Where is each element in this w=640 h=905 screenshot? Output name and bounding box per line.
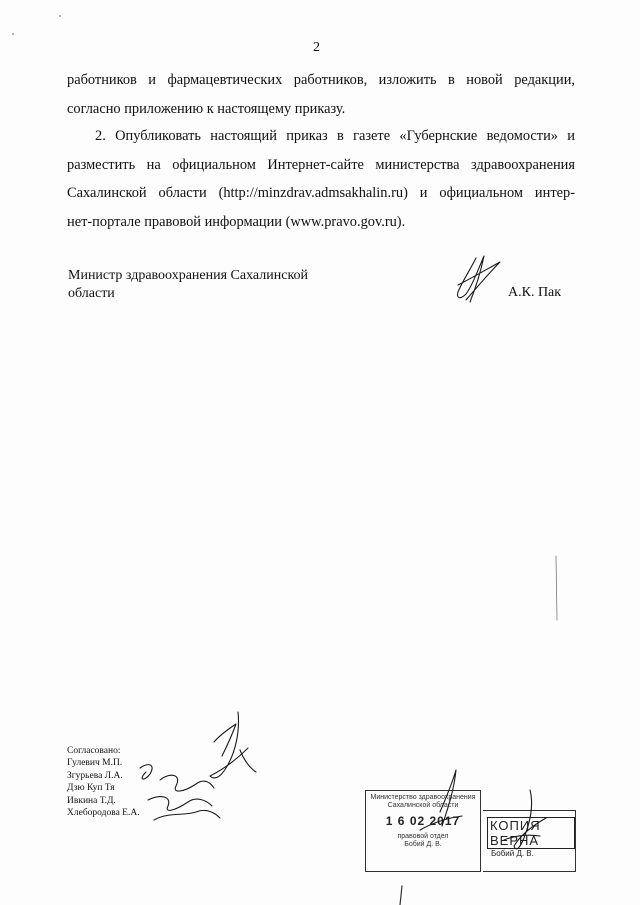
text-line: Сахалинской области (http://minzdrav.admsakhalin.ru) и официальном интер- [67, 185, 575, 201]
copy-certified-label: КОПИЯ ВЕРНА [487, 817, 575, 849]
stamp-department: правовой отдел [397, 833, 449, 840]
margin-stroke [556, 556, 557, 620]
text-line: разместить на официальном Интернет-сайте министерства здравоохранения [67, 156, 575, 173]
approver-name: Дзю Куп Тя [67, 783, 115, 794]
stamp-date: 1 6 02 2017 [385, 814, 461, 828]
text-line: согласно приложению к настоящему приказу. [67, 100, 346, 117]
approval-initials [148, 797, 220, 820]
approver-name: Гулевич М.П. [67, 758, 123, 769]
stamp-clerk-name: Бобий Д. В. [404, 841, 442, 848]
approval-signature [210, 712, 256, 778]
signer-name: А.К. Пак [508, 285, 562, 300]
minister-signature [457, 256, 500, 302]
bottom-stroke [400, 886, 402, 905]
registry-signature [420, 770, 462, 830]
approval-initials [140, 765, 214, 791]
text-line: работников и фармацевтических работников, изложить в новой редакции, [67, 72, 575, 88]
page-number: 2 [313, 40, 320, 55]
approver-name: Ивкина Т.Д. [67, 795, 116, 806]
stamp-ministry-line: Министерство здравоохранения [370, 794, 476, 801]
approver-name: Хлебородова Е.А. [67, 808, 140, 819]
approver-name: Згурьева Л.А. [67, 770, 123, 781]
copy-certified-name: Бобий Д. В. [491, 849, 534, 858]
signer-title-line: области [68, 286, 115, 301]
text-line: 2. Опубликовать настоящий приказ в газете «Губернские ведомости» и [95, 128, 575, 144]
stamp-region-line: Сахалинской области [387, 802, 459, 809]
signer-title-line: Министр здравоохранения Сахалинской [68, 268, 309, 283]
copy-signature [504, 790, 546, 849]
approval-heading: Согласовано: [67, 746, 121, 756]
text-line: нет-портале правовой информации (www.pravo.gov.ru). [67, 213, 406, 230]
